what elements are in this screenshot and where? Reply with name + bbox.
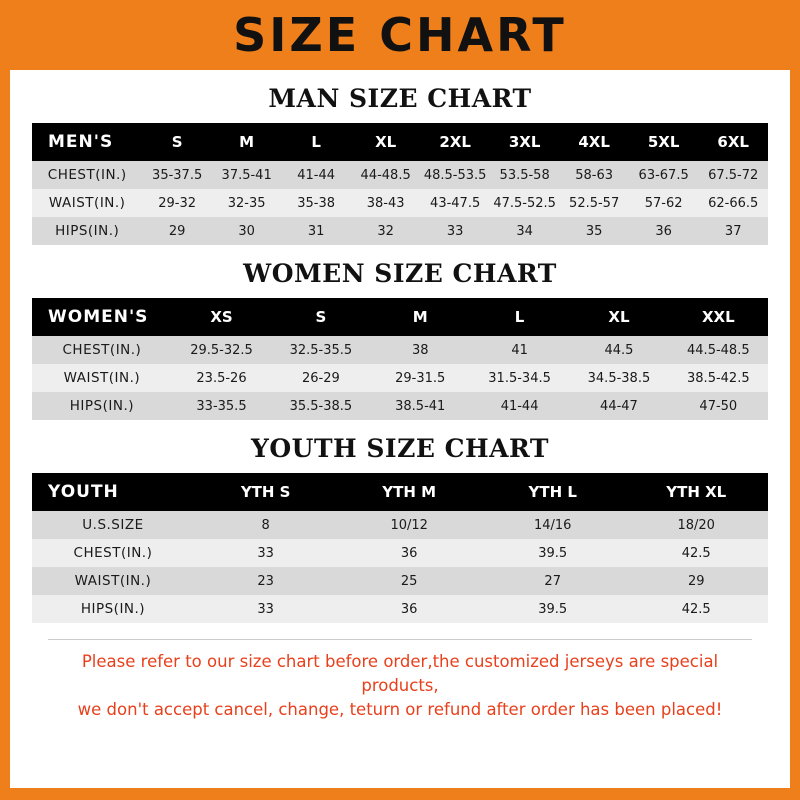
table-cell: 48.5-53.5 bbox=[420, 161, 490, 189]
table-row bbox=[32, 511, 768, 539]
table-cell: 10/12 bbox=[337, 511, 481, 539]
table-cell: 35.5-38.5 bbox=[271, 392, 370, 420]
column-header: XL bbox=[569, 298, 668, 336]
table-cell: 8 bbox=[194, 511, 338, 539]
column-header: YOUTH bbox=[32, 473, 194, 511]
table-cell: 29-32 bbox=[142, 189, 212, 217]
column-header: YTH S bbox=[194, 473, 338, 511]
table-cell: 34.5-38.5 bbox=[569, 364, 668, 392]
column-header: XXL bbox=[669, 298, 768, 336]
table-cell: 35 bbox=[559, 217, 629, 245]
table-cell: 42.5 bbox=[624, 595, 768, 623]
table-row bbox=[32, 217, 768, 245]
table-cell: 62-66.5 bbox=[698, 189, 768, 217]
column-header: 3XL bbox=[490, 123, 560, 161]
column-header: WOMEN'S bbox=[32, 298, 172, 336]
table-header-row bbox=[32, 473, 768, 511]
table-cell: 23 bbox=[194, 567, 338, 595]
row-label: HIPS(IN.) bbox=[32, 217, 142, 245]
table-cell: 38 bbox=[371, 336, 470, 364]
column-header: S bbox=[142, 123, 212, 161]
women-size-table bbox=[32, 298, 768, 420]
section-title-man: MAN SIZE CHART bbox=[268, 84, 532, 113]
table-cell: 43-47.5 bbox=[420, 189, 490, 217]
man-size-table bbox=[32, 123, 768, 245]
table-cell: 41-44 bbox=[470, 392, 569, 420]
table-cell: 36 bbox=[629, 217, 699, 245]
row-label: WAIST(IN.) bbox=[32, 364, 172, 392]
table-cell: 29-31.5 bbox=[371, 364, 470, 392]
column-header: 4XL bbox=[559, 123, 629, 161]
chart-content bbox=[10, 84, 790, 722]
table-row bbox=[32, 392, 768, 420]
column-header: M bbox=[212, 123, 282, 161]
table-row bbox=[32, 539, 768, 567]
table-row bbox=[32, 189, 768, 217]
page-title: SIZE CHART bbox=[233, 8, 567, 62]
table-cell: 41 bbox=[470, 336, 569, 364]
table-cell: 29 bbox=[142, 217, 212, 245]
row-label: CHEST(IN.) bbox=[32, 161, 142, 189]
column-header: 2XL bbox=[420, 123, 490, 161]
table-cell: 32-35 bbox=[212, 189, 282, 217]
table-cell: 41-44 bbox=[281, 161, 351, 189]
column-header: YTH M bbox=[337, 473, 481, 511]
table-cell: 35-37.5 bbox=[142, 161, 212, 189]
column-header: YTH XL bbox=[624, 473, 768, 511]
table-cell: 44-48.5 bbox=[351, 161, 421, 189]
column-header: L bbox=[281, 123, 351, 161]
table-cell: 36 bbox=[337, 539, 481, 567]
table-cell: 18/20 bbox=[624, 511, 768, 539]
column-header: 6XL bbox=[698, 123, 768, 161]
table-row bbox=[32, 364, 768, 392]
column-header: MEN'S bbox=[32, 123, 142, 161]
table-cell: 53.5-58 bbox=[490, 161, 560, 189]
footer-note bbox=[48, 639, 752, 722]
footer-note-line-1: Please refer to our size chart before order,the customized jerseys are special products, bbox=[81, 652, 719, 695]
table-cell: 35-38 bbox=[281, 189, 351, 217]
table-cell: 29.5-32.5 bbox=[172, 336, 271, 364]
table-cell: 32 bbox=[351, 217, 421, 245]
column-header: L bbox=[470, 298, 569, 336]
column-header: M bbox=[371, 298, 470, 336]
table-cell: 52.5-57 bbox=[559, 189, 629, 217]
table-row bbox=[32, 567, 768, 595]
table-cell: 37.5-41 bbox=[212, 161, 282, 189]
table-header-row bbox=[32, 123, 768, 161]
section-title-women: WOMEN SIZE CHART bbox=[243, 259, 557, 288]
table-row bbox=[32, 336, 768, 364]
table-cell: 63-67.5 bbox=[629, 161, 699, 189]
section-man bbox=[32, 84, 768, 245]
table-cell: 29 bbox=[624, 567, 768, 595]
table-cell: 34 bbox=[490, 217, 560, 245]
footer-note-line-2: we don't accept cancel, change, teturn or refund after order has been placed! bbox=[77, 699, 723, 719]
table-cell: 57-62 bbox=[629, 189, 699, 217]
header-band bbox=[0, 0, 800, 70]
table-cell: 44.5-48.5 bbox=[669, 336, 768, 364]
table-cell: 33 bbox=[194, 595, 338, 623]
table-cell: 67.5-72 bbox=[698, 161, 768, 189]
row-label: CHEST(IN.) bbox=[32, 336, 172, 364]
table-cell: 33-35.5 bbox=[172, 392, 271, 420]
table-cell: 38.5-42.5 bbox=[669, 364, 768, 392]
youth-size-table bbox=[32, 473, 768, 623]
table-cell: 44-47 bbox=[569, 392, 668, 420]
bottom-band bbox=[0, 788, 800, 800]
column-header: XS bbox=[172, 298, 271, 336]
table-header-row bbox=[32, 298, 768, 336]
column-header: YTH L bbox=[481, 473, 625, 511]
table-cell: 58-63 bbox=[559, 161, 629, 189]
section-youth bbox=[32, 434, 768, 623]
table-cell: 47.5-52.5 bbox=[490, 189, 560, 217]
table-cell: 30 bbox=[212, 217, 282, 245]
table-cell: 38-43 bbox=[351, 189, 421, 217]
table-cell: 36 bbox=[337, 595, 481, 623]
table-cell: 26-29 bbox=[271, 364, 370, 392]
table-row bbox=[32, 161, 768, 189]
table-cell: 37 bbox=[698, 217, 768, 245]
table-cell: 31 bbox=[281, 217, 351, 245]
row-label: U.S.SIZE bbox=[32, 511, 194, 539]
section-women bbox=[32, 259, 768, 420]
table-cell: 47-50 bbox=[669, 392, 768, 420]
column-header: XL bbox=[351, 123, 421, 161]
table-cell: 42.5 bbox=[624, 539, 768, 567]
table-cell: 14/16 bbox=[481, 511, 625, 539]
table-cell: 27 bbox=[481, 567, 625, 595]
row-label: HIPS(IN.) bbox=[32, 595, 194, 623]
column-header: 5XL bbox=[629, 123, 699, 161]
table-cell: 31.5-34.5 bbox=[470, 364, 569, 392]
row-label: HIPS(IN.) bbox=[32, 392, 172, 420]
row-label: WAIST(IN.) bbox=[32, 567, 194, 595]
column-header: S bbox=[271, 298, 370, 336]
table-cell: 39.5 bbox=[481, 539, 625, 567]
table-cell: 32.5-35.5 bbox=[271, 336, 370, 364]
table-cell: 39.5 bbox=[481, 595, 625, 623]
table-cell: 23.5-26 bbox=[172, 364, 271, 392]
row-label: WAIST(IN.) bbox=[32, 189, 142, 217]
section-title-youth: YOUTH SIZE CHART bbox=[251, 434, 549, 463]
table-cell: 25 bbox=[337, 567, 481, 595]
table-cell: 33 bbox=[194, 539, 338, 567]
table-cell: 33 bbox=[420, 217, 490, 245]
table-row bbox=[32, 595, 768, 623]
row-label: CHEST(IN.) bbox=[32, 539, 194, 567]
table-cell: 44.5 bbox=[569, 336, 668, 364]
table-cell: 38.5-41 bbox=[371, 392, 470, 420]
